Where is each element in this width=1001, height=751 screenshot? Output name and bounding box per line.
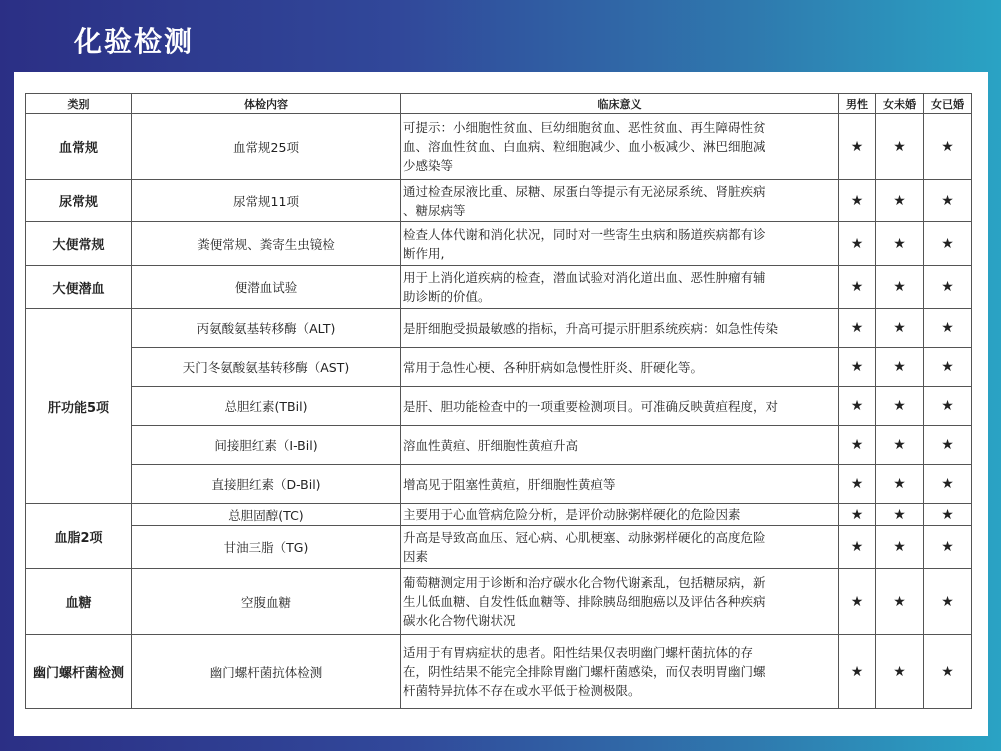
male-star: ★ bbox=[839, 387, 876, 426]
lab-test-table bbox=[25, 93, 972, 709]
female-single-star: ★ bbox=[876, 526, 924, 569]
male-star: ★ bbox=[839, 465, 876, 504]
content-cell: 天门冬氨酸氨基转移酶（AST) bbox=[132, 348, 401, 387]
meaning-line: 可提示：小细胞性贫血、巨幼细胞贫血、恶性贫血、再生障碍性贫 bbox=[403, 120, 766, 135]
table-row bbox=[26, 266, 972, 309]
meaning-line: 检查人体代谢和消化状况，同时对一些寄生虫病和肠道疾病都有诊 bbox=[403, 226, 766, 242]
category-cell: 血脂2项 bbox=[26, 504, 132, 569]
male-star: ★ bbox=[839, 348, 876, 387]
table-row bbox=[26, 526, 972, 569]
table-row bbox=[26, 309, 972, 348]
content-cell: 间接胆红素（I-Bil) bbox=[132, 426, 401, 465]
female-married-star: ★ bbox=[924, 635, 972, 709]
meaning-cell bbox=[401, 526, 839, 569]
header-male: 男性 bbox=[839, 94, 876, 114]
meaning-line: 用于上消化道疾病的检查，潜血试验对消化道出血、恶性肿瘤有辅 bbox=[403, 270, 766, 285]
male-star: ★ bbox=[839, 526, 876, 569]
female-married-star: ★ bbox=[924, 348, 972, 387]
meaning-line: 助诊断的价值。 bbox=[403, 289, 491, 304]
content-cell: 总胆固醇(TC) bbox=[132, 504, 401, 526]
female-single-star: ★ bbox=[876, 309, 924, 348]
female-single-star: ★ bbox=[876, 266, 924, 309]
meaning-cell bbox=[401, 222, 839, 266]
meaning-cell bbox=[401, 387, 839, 426]
meaning-cell bbox=[401, 309, 839, 348]
female-married-star: ★ bbox=[924, 180, 972, 222]
meaning-line: 主要用于心血管病危险分析，是评价动脉粥样硬化的危险因素 bbox=[403, 507, 741, 522]
male-star: ★ bbox=[839, 635, 876, 709]
content-cell: 粪便常规、粪寄生虫镜检 bbox=[132, 222, 401, 266]
table-row bbox=[26, 222, 972, 266]
content-cell: 甘油三脂（TG) bbox=[132, 526, 401, 569]
male-star: ★ bbox=[839, 426, 876, 465]
meaning-cell bbox=[401, 504, 839, 526]
meaning-cell bbox=[401, 266, 839, 309]
meaning-line: 血、溶血性贫血、白血病、粒细胞减少、血小板减少、淋巴细胞减 bbox=[403, 139, 766, 154]
header-category: 类别 bbox=[26, 94, 132, 114]
meaning-line: 少感染等 bbox=[403, 158, 454, 173]
female-single-star: ★ bbox=[876, 569, 924, 635]
female-single-star: ★ bbox=[876, 504, 924, 526]
male-star: ★ bbox=[839, 222, 876, 266]
meaning-line: 生儿低血糖、自发性低血糖等、排除胰岛细胞癌以及评估各种疾病 bbox=[403, 594, 766, 609]
content-cell: 便潜血试验 bbox=[132, 266, 401, 309]
header-content: 体检内容 bbox=[132, 94, 401, 114]
header-meaning: 临床意义 bbox=[401, 94, 839, 114]
meaning-cell bbox=[401, 569, 839, 635]
meaning-cell bbox=[401, 426, 839, 465]
male-star: ★ bbox=[839, 114, 876, 180]
female-single-star: ★ bbox=[876, 348, 924, 387]
meaning-line: 通过检查尿液比重、尿糖、尿蛋白等提示有无泌尿系统、肾脏疾病 bbox=[403, 183, 766, 199]
table-row bbox=[26, 114, 972, 180]
table-row bbox=[26, 348, 972, 387]
category-cell: 大便潜血 bbox=[26, 266, 132, 309]
category-cell: 血糖 bbox=[26, 569, 132, 635]
female-single-star: ★ bbox=[876, 222, 924, 266]
category-cell: 大便常规 bbox=[26, 222, 132, 266]
female-married-star: ★ bbox=[924, 387, 972, 426]
category-cell: 尿常规 bbox=[26, 180, 132, 222]
page-title: 化验检测 bbox=[74, 25, 195, 58]
category-cell: 血常规 bbox=[26, 114, 132, 180]
meaning-line: 断作用, bbox=[403, 245, 445, 261]
table-row bbox=[26, 504, 972, 526]
content-cell: 幽门螺杆菌抗体检测 bbox=[132, 635, 401, 709]
content-panel bbox=[14, 72, 988, 736]
meaning-line: 碳水化合物代谢状况 bbox=[403, 613, 516, 628]
table-row bbox=[26, 180, 972, 222]
female-single-star: ★ bbox=[876, 635, 924, 709]
meaning-line: 是肝细胞受损最敏感的指标，升高可提示肝胆系统疾病：如急性传染 bbox=[403, 320, 779, 336]
content-cell: 血常规25项 bbox=[132, 114, 401, 180]
category-cell: 幽门螺杆菌检测 bbox=[26, 635, 132, 709]
table-header-row bbox=[26, 94, 972, 114]
female-married-star: ★ bbox=[924, 526, 972, 569]
meaning-line: 溶血性黄疸、肝细胞性黄疸升高 bbox=[403, 437, 579, 453]
content-cell: 丙氨酸氨基转移酶（ALT) bbox=[132, 309, 401, 348]
male-star: ★ bbox=[839, 309, 876, 348]
table-row bbox=[26, 635, 972, 709]
female-single-star: ★ bbox=[876, 426, 924, 465]
meaning-cell bbox=[401, 348, 839, 387]
meaning-line: 常用于急性心梗、各种肝病如急慢性肝炎、肝硬化等。 bbox=[403, 359, 704, 375]
female-married-star: ★ bbox=[924, 114, 972, 180]
header-female-single: 女未婚 bbox=[876, 94, 924, 114]
meaning-line: 适用于有胃病症状的患者。阳性结果仅表明幽门螺杆菌抗体的存 bbox=[403, 645, 754, 660]
meaning-line: 升高是导致高血压、冠心病、心肌梗塞、动脉粥样硬化的高度危险 bbox=[403, 530, 766, 545]
table-row bbox=[26, 387, 972, 426]
meaning-line: 在，阴性结果不能完全排除胃幽门螺杆菌感染，而仅表明胃幽门螺 bbox=[403, 664, 766, 679]
meaning-cell bbox=[401, 180, 839, 222]
content-cell: 总胆红素(TBil) bbox=[132, 387, 401, 426]
table-row bbox=[26, 426, 972, 465]
meaning-cell bbox=[401, 635, 839, 709]
female-married-star: ★ bbox=[924, 504, 972, 526]
meaning-line: 葡萄糖测定用于诊断和治疗碳水化合物代谢紊乱，包括糖尿病，新 bbox=[403, 575, 766, 590]
content-cell: 空腹血糖 bbox=[132, 569, 401, 635]
female-married-star: ★ bbox=[924, 222, 972, 266]
meaning-line: 是肝、胆功能检查中的一项重要检测项目。可准确反映黄疸程度，对 bbox=[403, 398, 779, 414]
female-single-star: ★ bbox=[876, 114, 924, 180]
male-star: ★ bbox=[839, 504, 876, 526]
meaning-cell bbox=[401, 465, 839, 504]
category-cell: 肝功能5项 bbox=[26, 309, 132, 504]
female-married-star: ★ bbox=[924, 426, 972, 465]
meaning-cell bbox=[401, 114, 839, 180]
content-cell: 直接胆红素（D-Bil) bbox=[132, 465, 401, 504]
male-star: ★ bbox=[839, 266, 876, 309]
female-married-star: ★ bbox=[924, 465, 972, 504]
table-row bbox=[26, 465, 972, 504]
female-single-star: ★ bbox=[876, 465, 924, 504]
female-married-star: ★ bbox=[924, 266, 972, 309]
female-married-star: ★ bbox=[924, 569, 972, 635]
male-star: ★ bbox=[839, 569, 876, 635]
header-female-married: 女已婚 bbox=[924, 94, 972, 114]
meaning-line: 因素 bbox=[403, 549, 429, 564]
female-single-star: ★ bbox=[876, 387, 924, 426]
female-single-star: ★ bbox=[876, 180, 924, 222]
male-star: ★ bbox=[839, 180, 876, 222]
content-cell: 尿常规11项 bbox=[132, 180, 401, 222]
meaning-line: 杆菌特异抗体不存在或水平低于检测极限。 bbox=[403, 683, 641, 698]
meaning-line: 增高见于阻塞性黄疸，肝细胞性黄疸等 bbox=[403, 476, 616, 492]
female-married-star: ★ bbox=[924, 309, 972, 348]
table-row bbox=[26, 569, 972, 635]
meaning-line: 、糖尿病等 bbox=[403, 202, 466, 218]
